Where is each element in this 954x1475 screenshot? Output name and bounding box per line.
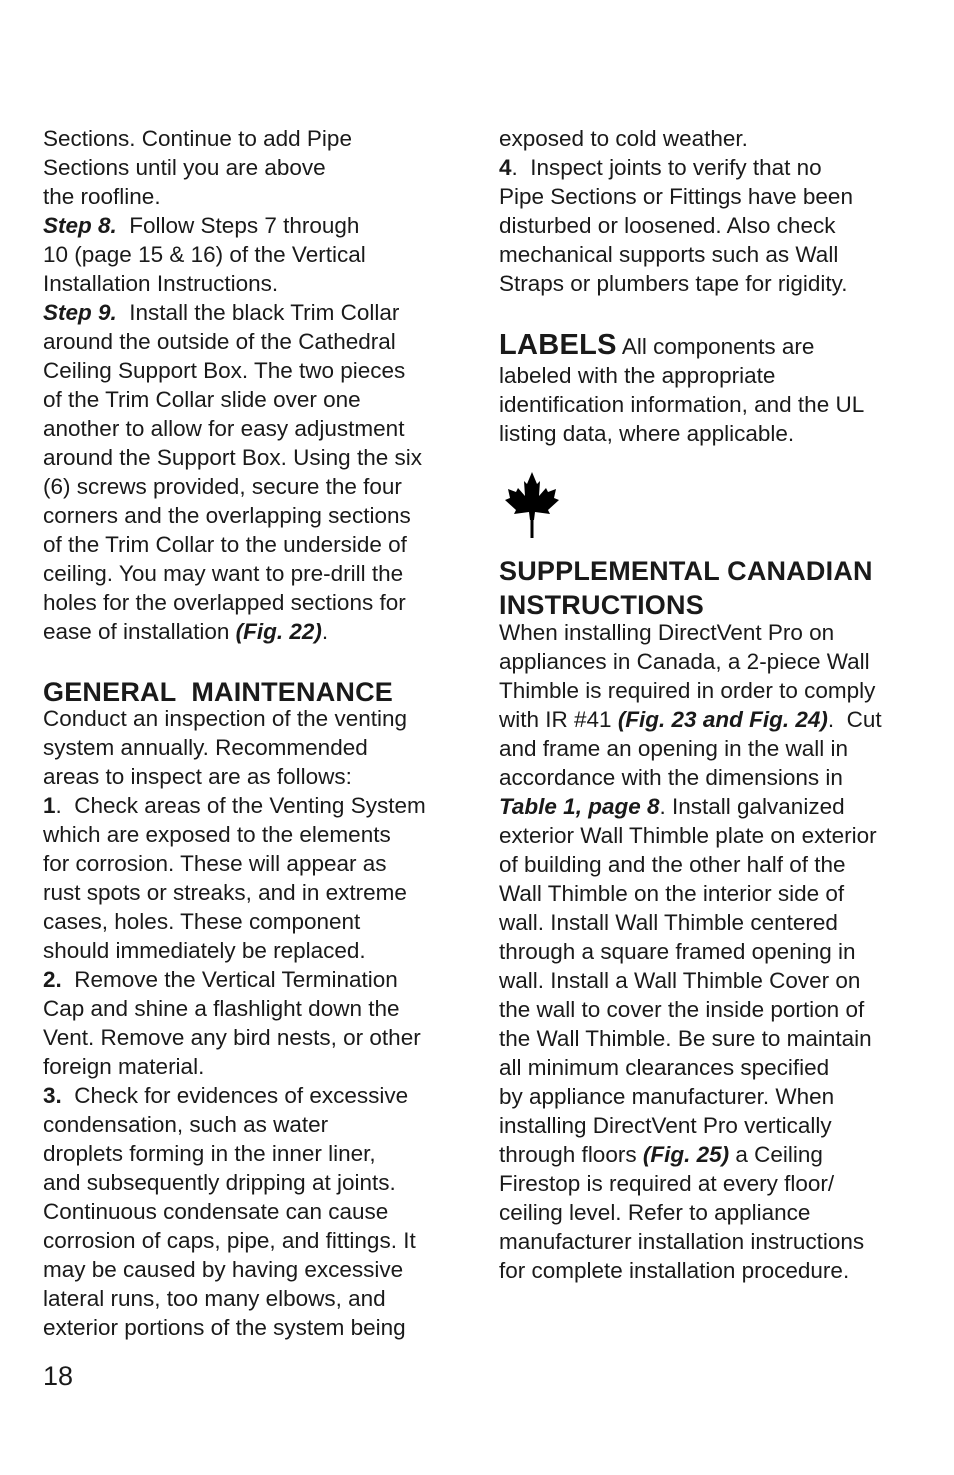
- body-line: disturbed or loosened. Also check: [499, 213, 836, 238]
- body-line: Firestop is required at every floor/: [499, 1171, 835, 1196]
- figure-reference: (Fig. 22): [235, 619, 322, 644]
- list-item-1: 1. Check areas of the Venting System: [43, 793, 426, 818]
- body-line: the wall to cover the inside portion of: [499, 997, 865, 1022]
- body-line: condensation, such as water: [43, 1112, 329, 1137]
- body-line: which are exposed to the elements: [43, 822, 391, 847]
- section-heading: GENERAL MAINTENANCE: [43, 677, 394, 707]
- body-line: corrosion of caps, pipe, and fittings. It: [43, 1228, 416, 1253]
- list-item-2: 2. Remove the Vertical Termination: [43, 967, 398, 992]
- body-line: Thimble is required in order to comply: [499, 678, 876, 703]
- body-line: of the Trim Collar slide over one: [43, 387, 361, 412]
- step-9-label: Step 9.: [43, 300, 117, 325]
- body-line: lateral runs, too many elbows, and: [43, 1286, 386, 1311]
- body-line: identification information, and the UL: [499, 392, 865, 417]
- maple-leaf-icon: [499, 470, 565, 540]
- body-line: installing DirectVent Pro vertically: [499, 1113, 832, 1138]
- body-line: mechanical supports such as Wall: [499, 242, 839, 267]
- body-line: (6) screws provided, secure the four: [43, 474, 402, 499]
- list-number: 4: [499, 155, 512, 180]
- body-line: through a square framed opening in: [499, 939, 856, 964]
- body-line: corners and the overlapping sections: [43, 503, 411, 528]
- body-line: 10 (page 15 & 16) of the Vertical: [43, 242, 366, 267]
- body-line: of building and the other half of the: [499, 852, 846, 877]
- list-number: 3.: [43, 1083, 62, 1108]
- body-line: exterior portions of the system being: [43, 1315, 406, 1340]
- body-line: ceiling level. Refer to appliance: [499, 1200, 811, 1225]
- body-line: When installing DirectVent Pro on: [499, 620, 835, 645]
- step-8-label: Step 8.: [43, 213, 117, 238]
- body-line: Sections. Continue to add Pipe: [43, 126, 352, 151]
- body-line: wall. Install a Wall Thimble Cover on: [499, 968, 861, 993]
- list-number: 1: [43, 793, 56, 818]
- body-line: droplets forming in the inner liner,: [43, 1141, 376, 1166]
- body-line: accordance with the dimensions in: [499, 765, 843, 790]
- body-line: appliances in Canada, a 2-piece Wall: [499, 649, 870, 674]
- body-line: exposed to cold weather.: [499, 126, 748, 151]
- page-number: 18: [43, 1361, 74, 1391]
- list-item-4: 4. Inspect joints to verify that no: [499, 155, 822, 180]
- right-column: [499, 124, 919, 1285]
- list-item-3: 3. Check for evidences of excessive: [43, 1083, 409, 1108]
- body-line: another to allow for easy adjustment: [43, 416, 405, 441]
- body-line: ease of installation (Fig. 22).: [43, 619, 329, 644]
- body-line: Installation Instructions.: [43, 271, 279, 296]
- body-line: listing data, where applicable.: [499, 421, 795, 446]
- body-line: Cap and shine a flashlight down the: [43, 996, 400, 1021]
- step-8-line: Step 8. Follow Steps 7 through: [43, 213, 360, 238]
- figure-reference: (Fig. 25): [642, 1142, 730, 1167]
- body-line: the Wall Thimble. Be sure to maintain: [499, 1026, 872, 1051]
- body-line: wall. Install Wall Thimble centered: [499, 910, 838, 935]
- body-line: all minimum clearances specified: [499, 1055, 830, 1080]
- body-line: Conduct an inspection of the venting: [43, 706, 407, 731]
- body-line: for corrosion. These will appear as: [43, 851, 387, 876]
- list-number: 2.: [43, 967, 62, 992]
- body-line: Ceiling Support Box. The two pieces: [43, 358, 406, 383]
- body-line: areas to inspect are as follows:: [43, 764, 352, 789]
- labels-line: LABELS All components are: [499, 329, 815, 361]
- body-line: Sections until you are above: [43, 155, 326, 180]
- body-line: system annually. Recommended: [43, 735, 368, 760]
- paragraph-gap: [499, 298, 919, 331]
- body-line: Table 1, page 8. Install galvanized: [499, 794, 845, 819]
- body-line: manufacturer installation instructions: [499, 1229, 865, 1254]
- body-line: rust spots or streaks, and in extreme: [43, 880, 407, 905]
- body-line: through floors (Fig. 25) a Ceiling: [499, 1142, 823, 1167]
- body-line: exterior Wall Thimble plate on exterior: [499, 823, 877, 848]
- body-line: Straps or plumbers tape for rigidity.: [499, 271, 848, 296]
- left-column: [43, 124, 463, 1342]
- body-line: Wall Thimble on the interior side of: [499, 881, 845, 906]
- body-line: and subsequently dripping at joints.: [43, 1170, 396, 1195]
- section-heading: INSTRUCTIONS: [499, 590, 704, 620]
- body-line: Continuous condensate can cause: [43, 1199, 389, 1224]
- body-line: ceiling. You may want to pre-drill the: [43, 561, 404, 586]
- body-line: should immediately be replaced.: [43, 938, 366, 963]
- body-line: by appliance manufacturer. When: [499, 1084, 835, 1109]
- body-line: Pipe Sections or Fittings have been: [499, 184, 853, 209]
- body-line: of the Trim Collar to the underside of: [43, 532, 407, 557]
- step-9-line: Step 9. Install the black Trim Collar: [43, 300, 400, 325]
- labels-heading: LABELS: [499, 329, 617, 361]
- body-line: with IR #41 (Fig. 23 and Fig. 24). Cut: [499, 707, 882, 732]
- figure-reference: (Fig. 23 and Fig. 24): [617, 707, 828, 732]
- body-line: around the Support Box. Using the six: [43, 445, 422, 470]
- body-line: for complete installation procedure.: [499, 1258, 850, 1283]
- section-heading: SUPPLEMENTAL CANADIAN: [499, 556, 873, 586]
- body-line: foreign material.: [43, 1054, 205, 1079]
- body-line: holes for the overlapped sections for: [43, 590, 406, 615]
- body-line: Vent. Remove any bird nests, or other: [43, 1025, 421, 1050]
- paragraph-gap: [43, 646, 463, 675]
- body-line: the roofline.: [43, 184, 161, 209]
- body-line: around the outside of the Cathedral: [43, 329, 396, 354]
- body-line: and frame an opening in the wall in: [499, 736, 848, 761]
- body-line: cases, holes. These component: [43, 909, 361, 934]
- table-reference: Table 1, page 8: [499, 794, 660, 819]
- body-line: may be caused by having excessive: [43, 1257, 404, 1282]
- body-line: labeled with the appropriate: [499, 363, 776, 388]
